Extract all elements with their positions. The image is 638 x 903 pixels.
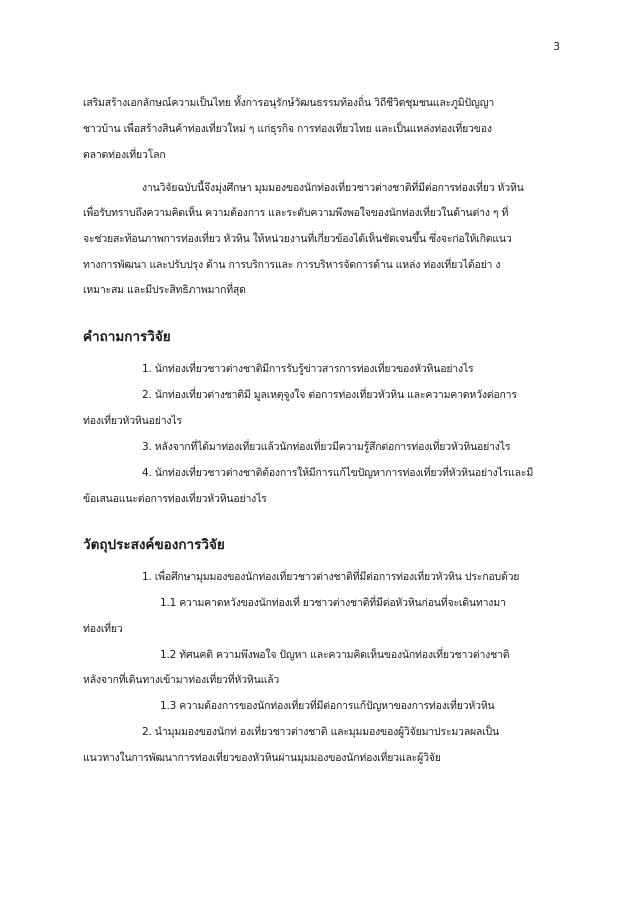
paragraph2-line-5: เหมาะสม และมีประสิทธิภาพมากที่สุด xyxy=(83,284,246,296)
research-question-2: 2. นักท่องเที่ยวต่างชาติมี มูลเหตุจูงใจ ต่อการท่องเที่ยวหัวหิน และความคาดหวังต่อการ xyxy=(142,389,517,401)
objective-1-1-continued: ท่องเที่ยว xyxy=(83,623,123,635)
research-question-4-continued: ข้อเสนอแนะต่อการท่องเที่ยวหัวหินอย่างไร xyxy=(83,493,267,505)
paragraph2-line-4: ทางการพัฒนา และปรับปรุง ด้าน การบริการและ การบริหารจัดการด้าน แหล่ง ท่องเที่ยวได้อย่า ง xyxy=(83,259,501,271)
objectives-heading: วัตถุประสงค์ของการวิจัย xyxy=(83,537,225,553)
intro-line-3: ตลาดท่องเที่ยวโลก xyxy=(83,149,166,161)
intro-line-2: ชาวบ้าน เพื่อสร้างสินค้าท่องเที่ยวใหม่ ๆ แก่ธุรกิจ การท่องเที่ยวไทย และเป็นแหล่งท่องเที่ยวของ xyxy=(83,123,492,135)
objective-1-1: 1.1 ความคาดหวังของนักท่องเที่ ยวชาวต่างชาติที่มีต่อหัวหินก่อนที่จะเดินทางมา xyxy=(160,597,506,609)
page-number: 3 xyxy=(553,41,560,53)
objective-1-2: 1.2 ทัศนคติ ความพึงพอใจ ปัญหา และความคิดเห็นของนักท่องเที่ยวชาวต่างชาติ xyxy=(160,649,510,661)
research-question-4: 4. นักท่องเที่ยวชาวต่างชาติต้องการให้มีการแก้ไขปัญหาการท่องเที่ยวที่หัวหินอย่างไรและมี xyxy=(142,467,534,479)
paragraph2-line-1: งานวิจัยฉบับนี้จึงมุ่งศึกษา มุมมองของนักท่องเที่ยวชาวต่างชาติที่มีต่อการท่องเที่ยว หัวหิน xyxy=(142,182,524,194)
objective-1-2-continued: หลังจากที่เดินทางเข้ามาท่องเที่ยวที่หัวหินแล้ว xyxy=(83,674,280,686)
objective-1-3: 1.3 ความต้องการของนักท่องเที่ยวที่มีต่อการแก้ปัญหาของการท่องเที่ยวหัวหิน xyxy=(160,700,495,712)
research-questions-heading: คำถามการวิจัย xyxy=(83,329,171,345)
objective-2-continued: แนวทางในการพัฒนาการท่องเที่ยวของหัวหินผ่านมุมมองของนักท่องเที่ยวและผู้วิจัย xyxy=(83,752,441,764)
objective-1: 1. เพื่อศึกษามุมมองของนักท่องเที่ยวชาวต่างชาติที่มีต่อการท่องเที่ยวหัวหิน ประกอบด้วย xyxy=(142,571,520,583)
research-question-2-continued: ท่องเที่ยวหัวหินอย่างไร xyxy=(83,415,182,427)
paragraph2-line-3: จะช่วยสะท้อนภาพการท่องเที่ยว หัวหิน ให้หน่วยงานที่เกี่ยวข้องได้เห็นชัดเจนขึ้น ซึ่งจะก่อให้เกิดแนว xyxy=(83,233,512,245)
objective-2: 2. นำมุมมองของนักท่ องเที่ยวชาวต่างชาติ และมุมมองของผู้วิจัยมาประมวลผลเป็น xyxy=(142,726,499,738)
research-question-1: 1. นักท่องเที่ยวชาวต่างชาติมีการรับรู้ข่าวสารการท่องเที่ยวของหัวหินอย่างไร xyxy=(142,363,474,375)
paragraph2-line-2: เพื่อรับทราบถึงความคิดเห็น ความต้องการ และระดับความพึงพอใจของนักท่องเที่ยวในด้านต่าง ๆ ที่ xyxy=(83,207,509,219)
intro-line-1: เสริมสร้างเอกลักษณ์ความเป็นไทย ทั้งการอนุรักษ์วัฒนธรรมท้องถิ่น วิถีชีวิตชุมชนและภูมิปัญญา xyxy=(83,97,495,109)
research-question-3: 3. หลังจากที่ได้มาท่องเที่ยวแล้วนักท่องเที่ยวมีความรู้สึกต่อการท่องเที่ยวหัวหินอย่างไร xyxy=(142,441,511,453)
